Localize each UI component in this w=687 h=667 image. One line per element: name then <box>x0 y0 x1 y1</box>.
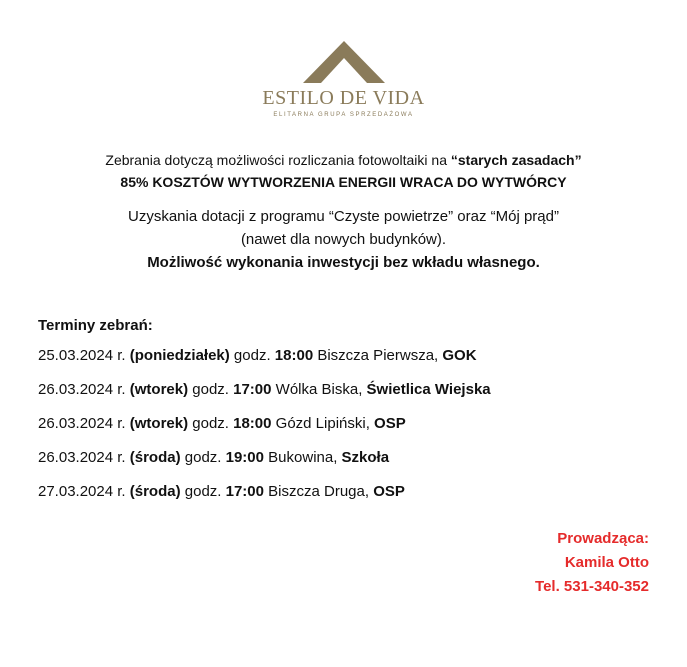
meeting-date: 26.03.2024 r. <box>38 415 130 432</box>
meeting-place: Bukowina, <box>264 449 342 466</box>
meeting-venue: Świetlica Wiejska <box>366 381 491 398</box>
meeting-place: Biszcza Druga, <box>264 483 374 500</box>
roof-triangle-icon <box>302 40 386 84</box>
logo-tagline: ELITARNA GRUPA SPRZEDAŻOWA <box>273 112 414 118</box>
headline: 85% KOSZTÓW WYTWORZENIA ENERGII WRACA DO WYTWÓRCY <box>120 174 567 190</box>
meeting-godz: godz. <box>229 347 275 364</box>
meeting-date: 25.03.2024 r. <box>38 347 130 364</box>
meeting-place: Wólka Biska, <box>271 381 367 398</box>
subsidy-block <box>0 205 687 274</box>
meeting-day: (poniedziałek) <box>129 347 230 364</box>
meeting-godz: godz. <box>188 381 234 398</box>
meeting-schedule <box>38 316 491 516</box>
meeting-time: 18:00 <box>233 415 272 432</box>
meeting-time: 19:00 <box>225 449 264 466</box>
meeting-time: 18:00 <box>274 347 314 364</box>
intro-line-1-text: Zebrania dotyczą możliwości rozliczania fotowoltaiki na <box>105 152 451 168</box>
meeting-venue: OSP <box>373 483 405 500</box>
meeting-item <box>38 448 491 482</box>
meeting-day: (środa) <box>129 449 181 466</box>
meeting-venue: OSP <box>374 415 406 432</box>
meeting-place: Biszcza Pierwsza, <box>313 347 443 364</box>
meeting-time: 17:00 <box>225 483 264 500</box>
meeting-place: Gózd Lipiński, <box>271 415 375 432</box>
meeting-date: 26.03.2024 r. <box>38 381 130 398</box>
intro-block <box>0 149 687 193</box>
meeting-item <box>38 482 491 516</box>
subsidy-line: Uzyskania dotacji z programu “Czyste powietrze” oraz “Mój prąd” <box>128 208 559 225</box>
meeting-godz: godz. <box>180 449 226 466</box>
meeting-item <box>38 380 491 414</box>
contact-block <box>535 529 649 601</box>
meeting-venue: GOK <box>442 347 477 364</box>
meeting-day: (wtorek) <box>129 415 189 432</box>
contact-label: Prowadząca: <box>557 530 649 547</box>
intro-line-1-bold: “starych zasadach” <box>450 152 582 168</box>
meeting-item <box>38 414 491 448</box>
contact-name: Kamila Otto <box>564 554 649 571</box>
meeting-item <box>38 346 491 380</box>
meeting-day: (wtorek) <box>129 381 189 398</box>
investment-line: Możliwość wykonania inwestycji bez wkładu własnego. <box>147 254 540 271</box>
meeting-day: (środa) <box>129 483 181 500</box>
meeting-date: 26.03.2024 r. <box>38 449 130 466</box>
contact-phone: Tel. 531-340-352 <box>535 578 649 595</box>
meeting-godz: godz. <box>180 483 226 500</box>
company-logo <box>0 40 687 119</box>
meeting-date: 27.03.2024 r. <box>38 483 130 500</box>
subsidy-note: (nawet dla nowych budynków). <box>240 231 447 248</box>
meeting-godz: godz. <box>188 415 234 432</box>
schedule-title: Terminy zebrań: <box>38 317 153 334</box>
meeting-time: 17:00 <box>233 381 272 398</box>
meeting-venue: Szkoła <box>341 449 390 466</box>
intro-line-1 <box>0 149 687 171</box>
logo-name: ESTILO DE VIDA <box>262 87 425 109</box>
